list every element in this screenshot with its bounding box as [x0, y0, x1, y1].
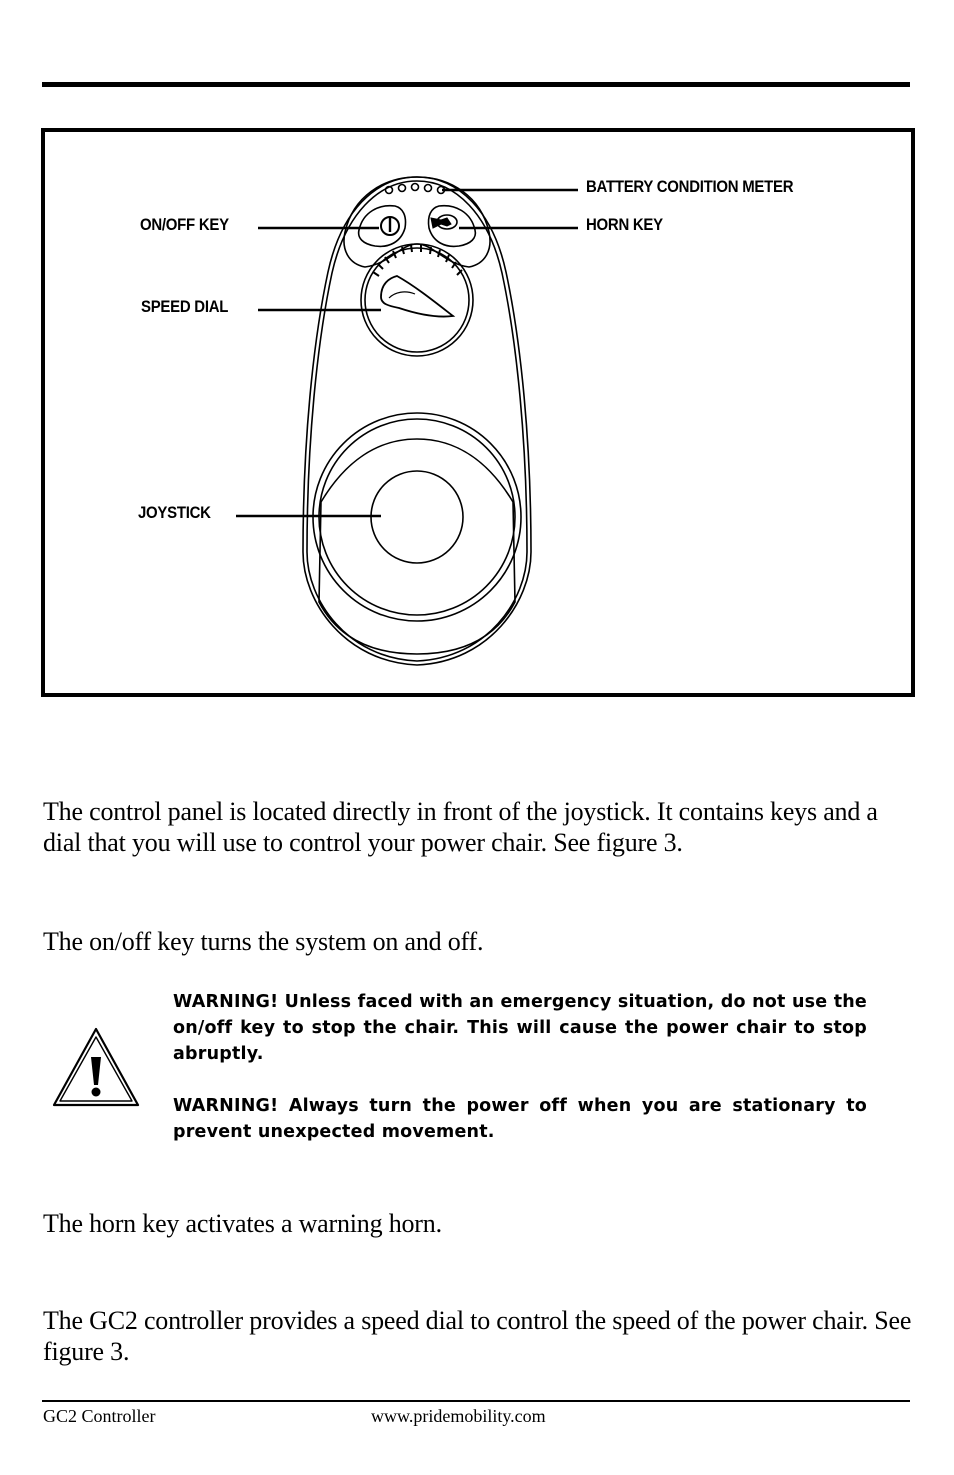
- speed-dial-paragraph: The GC2 controller provides a speed dial to control the speed of the power chair. See figure 3.: [43, 1306, 912, 1366]
- speed-dial-label: SPEED DIAL: [141, 297, 229, 316]
- warning-power-off-text: WARNING! Always turn the power off when you are stationary to prevent unexpected movement.: [173, 1096, 867, 1142]
- horn-key-label: HORN KEY: [586, 215, 663, 234]
- onoff-paragraph: The on/off key turns the system on and off.: [43, 927, 484, 956]
- horn-paragraph: The horn key activates a warning horn.: [43, 1209, 442, 1238]
- battery-meter-label: BATTERY CONDITION METER: [586, 177, 794, 196]
- speed-dial-shape: [361, 244, 473, 356]
- header-rule: [42, 82, 910, 87]
- controller-figure: [41, 128, 915, 697]
- control-panel-paragraph: The control panel is located directly in front of the joystick. It contains keys and a dial that you will use to control your power chair. See figure 3.: [43, 797, 878, 857]
- onoff-key-label: ON/OFF KEY: [140, 215, 229, 234]
- warning-triangle-icon: [50, 1025, 142, 1111]
- footer-rule: [42, 1400, 910, 1402]
- joystick-label: JOYSTICK: [138, 503, 211, 522]
- footer-url[interactable]: www.pridemobility.com: [371, 1406, 546, 1426]
- warning-stop-text: WARNING! Unless faced with an emergency situation, do not use the on/off key to stop the chair. This will cause the power chair to stop abruptly.: [173, 992, 867, 1064]
- controller-body-outline: [303, 177, 531, 665]
- footer-title: GC2 Controller: [43, 1406, 156, 1426]
- joystick-shape: [313, 413, 521, 654]
